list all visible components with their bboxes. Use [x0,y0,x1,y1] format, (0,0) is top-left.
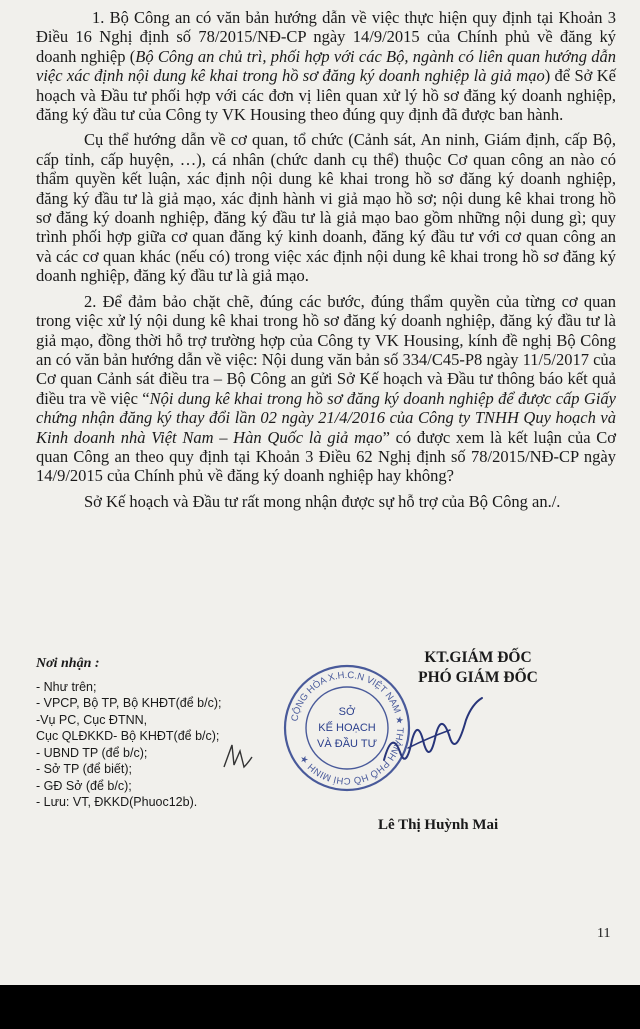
page-number: 11 [597,926,611,941]
paragraph-3-end: ” có được xem là kết luận của Cơ quan Công an theo quy định tại Khoản 3 Điều 62 Nghị định số 78/2015/NĐ-CP ngày 14/9/2015 của Chính phủ về đăng ký doanh nghiệp hay không? [36,427,616,486]
recipient-line: Cục QLĐKKD- Bộ KHĐT(để b/c); [36,729,220,743]
recipients-block [36,656,286,811]
recipient-line: - GĐ Sở (để b/c); [36,778,132,793]
recipient-line: - Sở TP (để biết); [36,762,132,776]
recipient-line: - VPCP, Bộ TP, Bộ KHĐT(để b/c); [36,696,222,710]
recipient-line: -Vụ PC, Cục ĐTNN, [36,712,148,727]
paragraph-1-end: ) để Sở Kế hoạch và Đầu tư phối hợp với các đơn vị liên quan xử lý hồ sơ đăng ký doanh nghiệp, đăng ký đầu tư của Công ty VK Housing theo đúng quy định đã được ban hành. [36,66,616,125]
seal-center-line-3: VÀ ĐẦU TƯ [317,738,377,750]
paragraph-1 [36,8,616,124]
signer-name: Lê Thị Huỳnh Mai [378,817,499,833]
initial-mark-icon [218,737,258,777]
paragraph-3-text: 2. Để đảm bảo chặt chẽ, đúng các bước, đúng thẩm quyền của từng cơ quan trong việc xử lý nội dung kê khai trong hồ sơ đăng ký doanh nghiệp, đăng ký đầu tư là giả mạo, đồng thời hỗ trợ trường hợp của Công ty VK Housing, kính đề nghị Bộ Công an có văn bản hướng dẫn về việc: Nội dung văn bản số 334/C45-P8 ngày 11/5/2017 của Cơ quan Cảnh sát điều tra – Bộ Công an gửi Sở Kế hoạch và Đầu tư thông báo kết quả điều tra về việc “ [36,291,616,408]
document-body [36,8,616,517]
seal-center-line-2: KẾ HOẠCH [318,722,376,734]
paragraph-4: Sở Kế hoạch và Đầu tư rất mong nhận được sự hỗ trợ của Bộ Công an./. [84,491,561,511]
signature-title-line-1: KT.GIÁM ĐỐC [424,649,532,666]
bottom-black-bar [0,985,640,1029]
paragraph-3-italic: Nội dung kê khai trong hồ sơ đăng ký doanh nghiệp để được cấp Giấy chứng nhận đăng ký thay đổi lần 02 ngày 21/4/2016 của Công ty TNHH Quy hoạch và Kinh doanh nhà Việt Nam – Hàn Quốc là giả mạo [36,388,616,447]
recipient-line: - Như trên; [36,679,97,694]
seal-ring-text: CỘNG HÒA X.H.C.N VIỆT NAM ★ THÀNH PHỐ HỒ CHÍ MINH ★ [289,669,406,787]
signature-title-line-2: PHÓ GIÁM ĐỐC [418,669,538,686]
recipients-heading: Nơi nhận : [36,656,100,671]
paragraph-1-italic: Bộ Công an chủ trì, phối hợp với các Bộ, ngành có liên quan hướng dẫn việc xác định nội dung kê khai trong hồ sơ đăng ký doanh nghiệp là giả mạo [36,46,616,86]
recipient-line: - Lưu: VT, ĐKKD(Phuoc12b). [36,795,198,809]
handwritten-signature-icon [378,690,488,780]
seal-center-line-1: SỞ [338,706,356,718]
paragraph-1-text: 1. Bộ Công an có văn bản hướng dẫn về việc thực hiện quy định tại Khoản 3 Điều 16 Nghị định số 78/2015/NĐ-CP ngày 14/9/2015 của Chính phủ về đăng ký doanh nghiệp ( [36,8,616,66]
recipient-line: - UBND TP (để b/c); [36,745,148,760]
paragraph-2: Cụ thể hướng dẫn về cơ quan, tổ chức (Cảnh sát, An ninh, Giám định, cấp Bộ, cấp tỉnh, cấp huyện, …), cá nhân (chức danh cụ thể) thuộc Cơ quan công an nào có thẩm quyền kết luận, xác định nội dung kê khai trong hồ sơ đăng ký doanh nghiệp, đăng ký đầu tư là giả mạo, xác định hành vi giả mạo hồ sơ; nội dung kê khai trong hồ sơ đăng ký doanh nghiệp, đăng ký đầu tư là giả mạo bao gồm những nội dung gì; quy trình phối hợp giữa cơ quan đăng ký kinh doanh, đăng ký đầu tư với cơ quan công an và các cơ quan khác (nếu có) trong việc xác định nội dung kê khai trong hồ sơ đăng ký doanh nghiệp, đăng ký đầu tư là giả mạo. [36,130,616,286]
paragraph-3 [36,292,616,486]
